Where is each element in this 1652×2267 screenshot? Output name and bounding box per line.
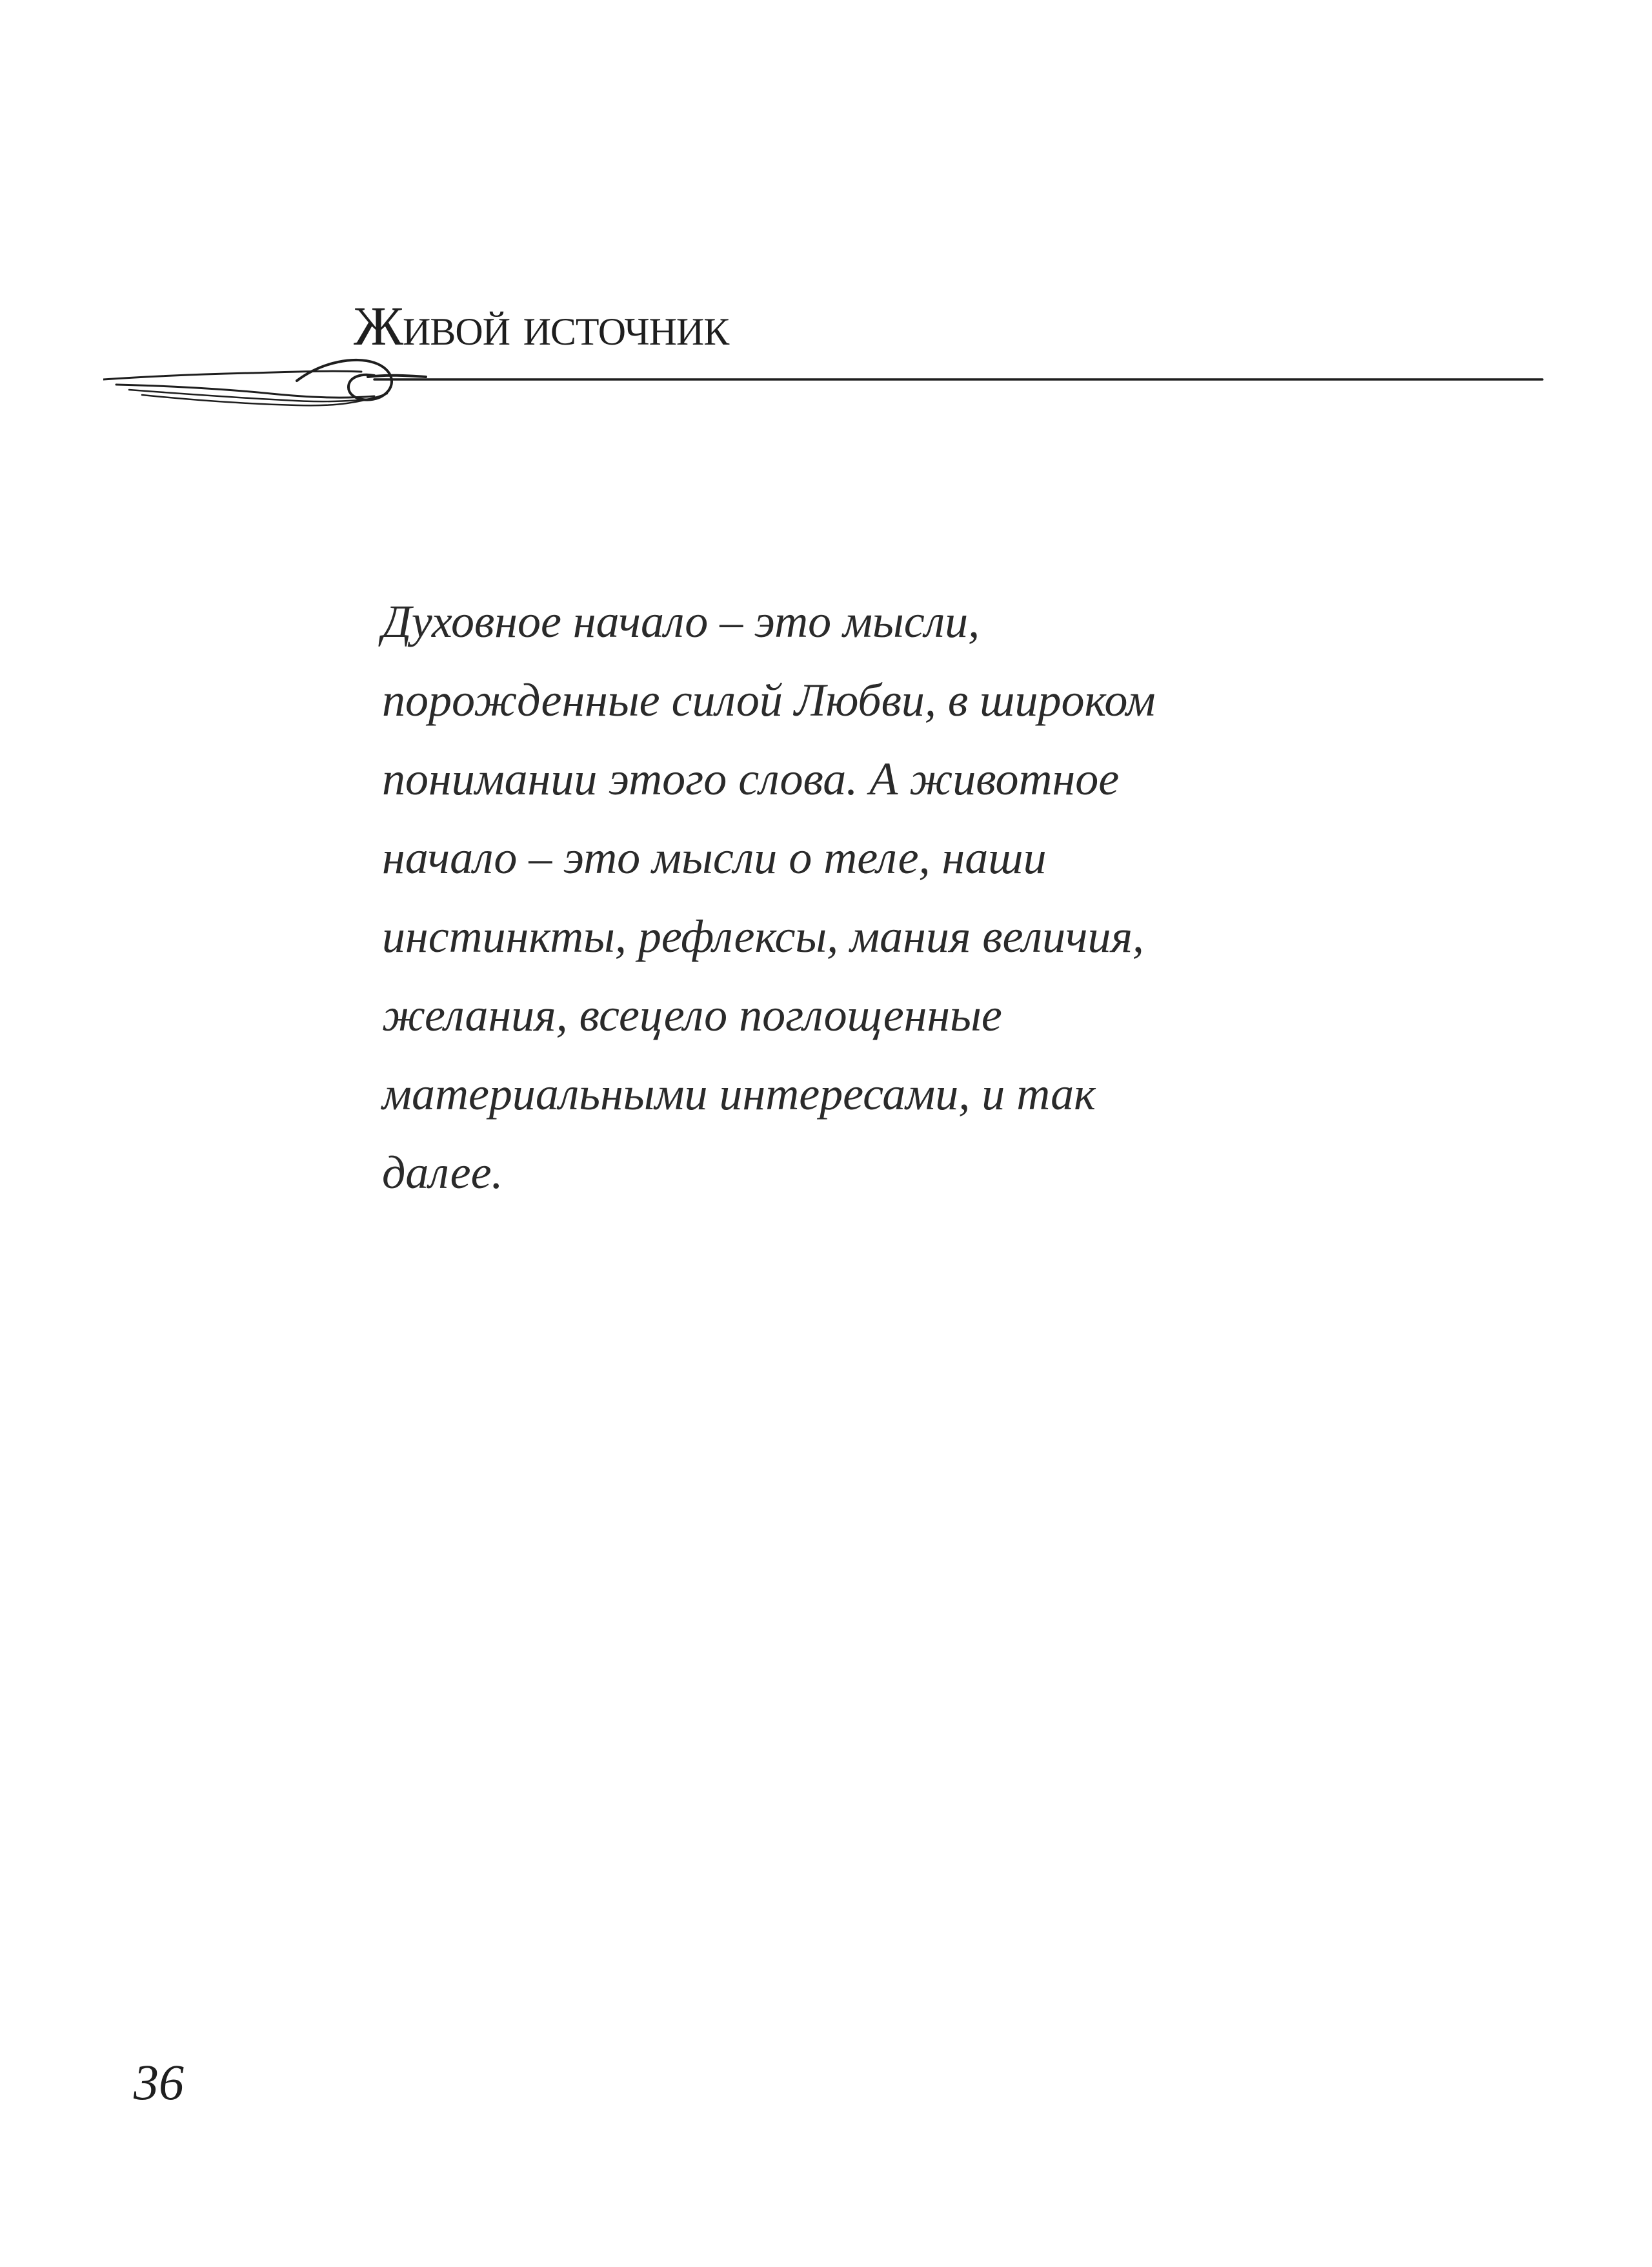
flourish-ornament-icon bbox=[103, 348, 1549, 426]
body-line: понимании этого слова. А животное bbox=[382, 753, 1120, 805]
body-line: начало – это мысли о теле, наши bbox=[382, 832, 1047, 883]
body-line: желания, всецело поглощенные bbox=[382, 989, 1002, 1041]
body-paragraph bbox=[382, 582, 1350, 1212]
body-line: инстинкты, рефлексы, мания величия, bbox=[382, 911, 1144, 962]
running-header-title: Живой источник bbox=[354, 295, 729, 357]
body-line: материальными интересами, и так bbox=[382, 1068, 1096, 1120]
page-number: 36 bbox=[134, 2054, 184, 2110]
body-line: далее. bbox=[382, 1147, 503, 1198]
body-line: Духовное начало – это мысли, bbox=[382, 596, 980, 647]
body-line: порожденные силой Любви, в широком bbox=[382, 674, 1156, 726]
